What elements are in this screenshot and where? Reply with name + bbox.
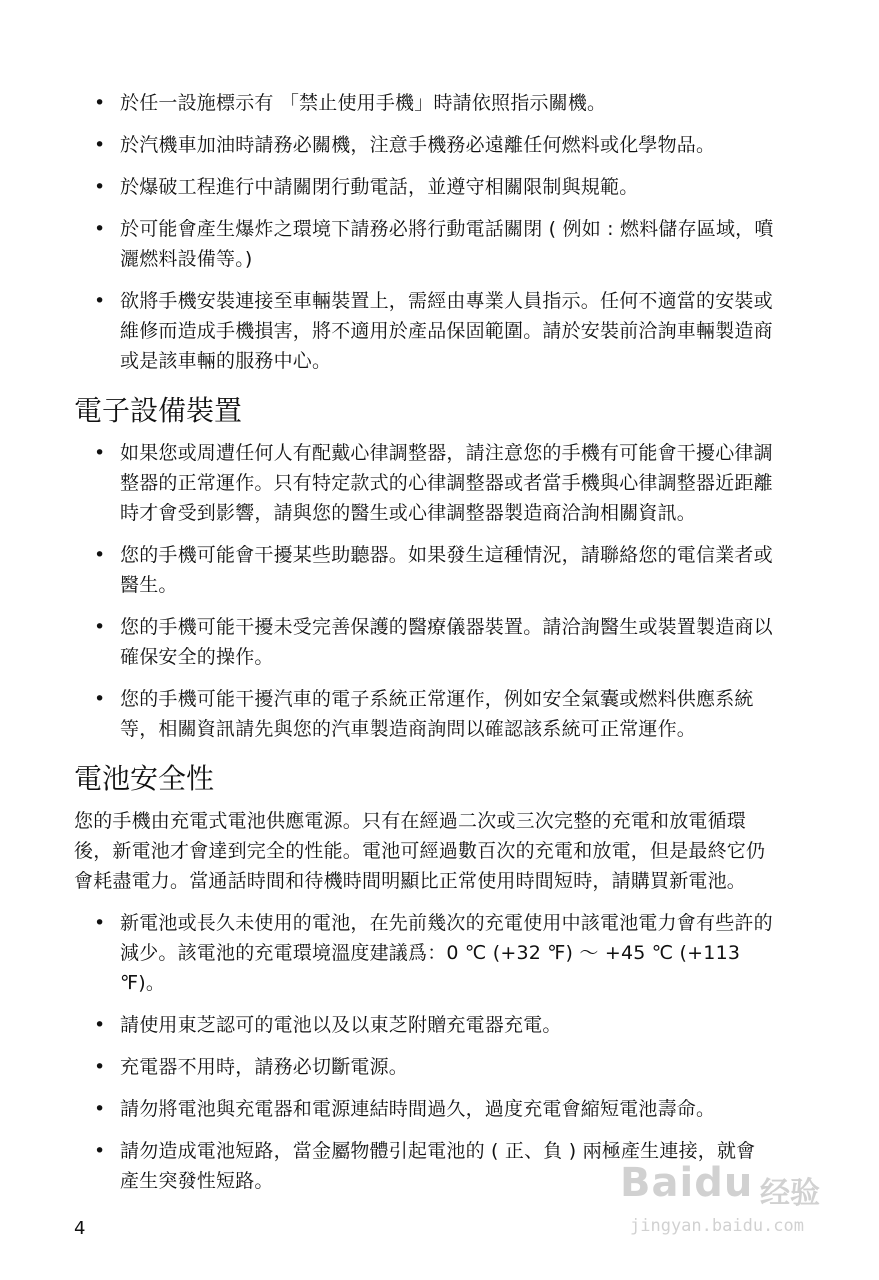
list-item: • 於汽機車加油時請務必關機，注意手機務必遠離任何燃料或化學物品。 (74, 130, 774, 160)
watermark-url: jingyan.baidu.com (630, 1216, 804, 1236)
battery-intro-paragraph: 您的手機由充電式電池供應電源。只有在經過二次或三次完整的充電和放電循環後，新電池才會達到完全的性能。電池可經過數百次的充電和放電，但是最終它仍會耗盡電力。當通話時間和待機時間明顯比正常使用時間短時，請購買新電池。 (74, 810, 766, 892)
list-item: • 於爆破工程進行中請關閉行動電話，並遵守相關限制與規範。 (74, 172, 774, 202)
list-item: • 請勿將電池與充電器和電源連結時間過久，過度充電會縮短電池壽命。 (74, 1094, 774, 1124)
list-item: • 充電器不用時，請務必切斷電源。 (74, 1052, 774, 1082)
list-item: • 於可能會產生爆炸之環境下請務必將行動電話關閉 ( 例如 : 燃料儲存區域，噴灑燃料設備等。) (74, 214, 774, 274)
page-number: 4 (74, 1218, 86, 1239)
section-heading-battery-safety: 電池安全性 (74, 762, 215, 795)
list-item: • 如果您或周遭任何人有配戴心律調整器，請注意您的手機有可能會干擾心律調整器的正常運作。只有特定款式的心律調整器或者當手機與心律調整器近距離時才會受到影響，請與您的醫生或心律調整器製造商洽詢相關資訊。 (74, 438, 774, 528)
list-item: • 欲將手機安裝連接至車輛裝置上，需經由專業人員指示。任何不適當的安裝或維修而造成手機損害，將不適用於產品保固範圍。請於安裝前洽詢車輛製造商或是該車輛的服務中心。 (74, 286, 774, 376)
page-content (74, 88, 774, 1208)
baidu-watermark (620, 1150, 860, 1250)
list-item: • 請使用東芝認可的電池以及以東芝附贈充電器充電。 (74, 1010, 774, 1040)
electronic-devices-list (74, 438, 774, 744)
section-heading-electronic-devices: 電子設備裝置 (74, 394, 243, 427)
watermark-brand-cn: 经验 (760, 1176, 820, 1211)
list-item: • 請勿造成電池短路，當金屬物體引起電池的 ( 正、負 ) 兩極產生連接，就會產生突發性短路。 (74, 1136, 774, 1196)
list-item: • 於任一設施標示有 「禁止使用手機」時請依照指示關機。 (74, 88, 774, 118)
watermark-brand: Baidu (620, 1160, 754, 1206)
list-item: • 新電池或長久未使用的電池，在先前幾次的充電使用中該電池電力會有些許的減少。該電池的充電環境溫度建議爲：0 ℃ (+32 ℉) ～ +45 ℃ (+113 ℉)。 (74, 908, 774, 998)
safety-list-general (74, 88, 774, 376)
list-item: • 您的手機可能干擾未受完善保護的醫療儀器裝置。請洽詢醫生或裝置製造商以確保安全的操作。 (74, 612, 774, 672)
list-item: • 您的手機可能會干擾某些助聽器。如果發生這種情況，請聯絡您的電信業者或醫生。 (74, 540, 774, 600)
list-item: • 您的手機可能干擾汽車的電子系統正常運作，例如安全氣囊或燃料供應系統等，相關資訊請先與您的汽車製造商詢問以確認該系統可正常運作。 (74, 684, 774, 744)
